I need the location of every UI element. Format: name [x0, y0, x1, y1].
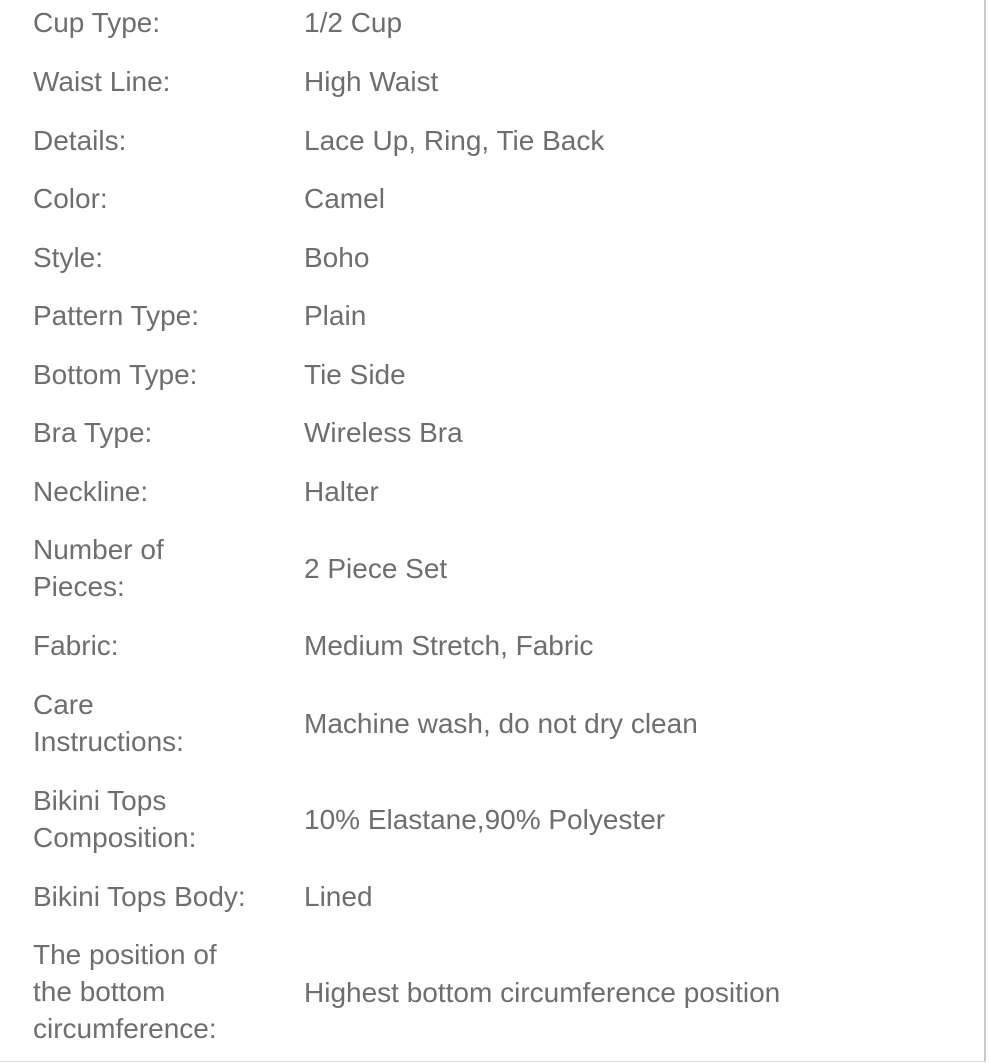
- spec-value: 10% Elastane,90% Polyester: [304, 804, 666, 835]
- spec-row-bra-type: [0, 414, 986, 451]
- spec-label: Bikini Tops Composition:: [33, 785, 197, 853]
- spec-label: Color:: [33, 183, 108, 214]
- spec-row-fabric: [0, 627, 986, 664]
- spec-value: Lace Up, Ring, Tie Back: [304, 125, 605, 156]
- spec-value: Plain: [304, 300, 367, 331]
- spec-label: Neckline:: [33, 476, 149, 507]
- spec-row-number-of-pieces: [0, 531, 986, 605]
- spec-value: Highest bottom circumference position: [304, 977, 781, 1008]
- spec-label: Bikini Tops Body:: [33, 881, 246, 912]
- spec-label: Waist Line:: [33, 66, 171, 97]
- spec-label: Number of Pieces:: [33, 534, 164, 602]
- spec-row-care-instructions: [0, 686, 986, 760]
- spec-row-waist-line: [0, 63, 986, 100]
- spec-value: High Waist: [304, 66, 439, 97]
- spec-value: Wireless Bra: [304, 417, 463, 448]
- spec-value: Camel: [304, 183, 385, 214]
- spec-value: Boho: [304, 242, 370, 273]
- spec-value: Machine wash, do not dry clean: [304, 708, 698, 739]
- spec-row-details: [0, 122, 986, 159]
- spec-label: Bottom Type:: [33, 359, 198, 390]
- spec-row-bikini-tops-composition: [0, 782, 986, 856]
- spec-row-neckline: [0, 473, 986, 510]
- spec-row-cup-type: [0, 4, 986, 41]
- spec-value: 1/2 Cup: [304, 7, 403, 38]
- spec-label: Style:: [33, 242, 104, 273]
- spec-value: Medium Stretch, Fabric: [304, 630, 594, 661]
- spec-value: 2 Piece Set: [304, 553, 448, 584]
- spec-row-bikini-tops-body: [0, 878, 986, 915]
- spec-label: Care Instructions:: [33, 689, 184, 757]
- spec-label: The position of the bottom circumference:: [33, 939, 217, 1044]
- spec-value: Halter: [304, 476, 379, 507]
- spec-row-bottom-circumference-position: [0, 936, 986, 1047]
- spec-label: Fabric:: [33, 630, 119, 661]
- spec-row-bottom-type: [0, 356, 986, 393]
- spec-row-style: [0, 239, 986, 276]
- spec-value: Tie Side: [304, 359, 406, 390]
- spec-label: Pattern Type:: [33, 300, 200, 331]
- spec-label: Cup Type:: [33, 7, 161, 38]
- spec-row-color: [0, 180, 986, 217]
- spec-label: Bra Type:: [33, 417, 153, 448]
- spec-value: Lined: [304, 881, 373, 912]
- spec-label: Details:: [33, 125, 127, 156]
- spec-row-pattern-type: [0, 297, 986, 334]
